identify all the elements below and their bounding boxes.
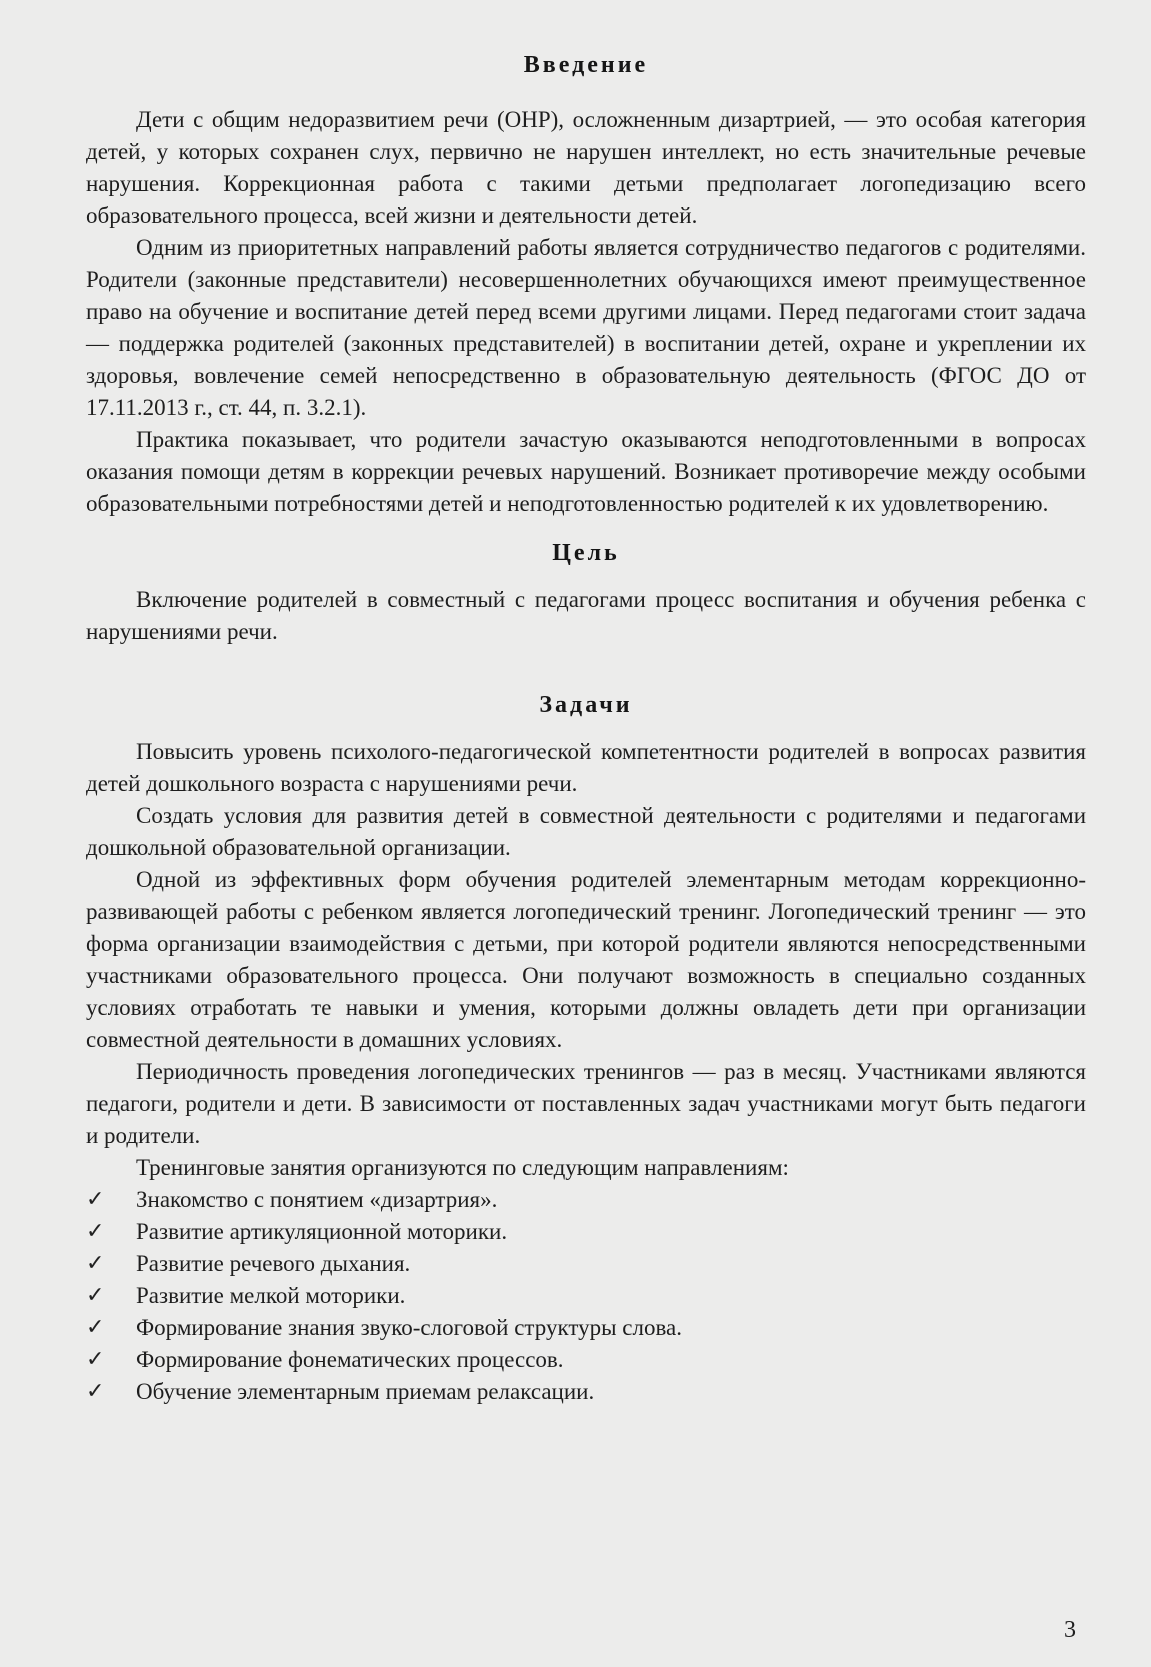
checkmark-icon: ✓ [86, 1283, 105, 1308]
page-number: 3 [1064, 1617, 1076, 1643]
checkmark-icon: ✓ [86, 1315, 105, 1340]
goal-heading: Цель [552, 540, 620, 566]
intro-paragraph: Дети с общим недоразвитием речи (ОНР), осложненным дизартрией, — это особая категория детей, у которых сохранен слух, первично не нарушен интеллект, но есть значительные речевые нарушения. Коррекционная работа с такими детьми предполагает логопедизацию всего образовательного процесса, всей жизни и деятельности детей. [86, 107, 1086, 228]
checkmark-icon: ✓ [86, 1219, 105, 1244]
tasks-paragraph: Повысить уровень психолого-педагогической компетентности родителей в вопросах развития детей дошкольного возраста с нарушениями речи. [86, 739, 1086, 796]
intro-heading: Введение [523, 52, 649, 78]
tasks-paragraph: Тренинговые занятия организуются по следующим направлениям: [136, 1155, 789, 1180]
tasks-heading: Задачи [539, 692, 633, 718]
directions-list [86, 1184, 1086, 1408]
intro-paragraph: Одним из приоритетных направлений работы является сотрудничество педагогов с родителями. Родители (законные представители) несовершеннолетних обучающихся имеют преимущественное право на обучение и воспитание детей перед всеми другими лицами. Перед педагогами стоит задача — поддержка родителей (законных представителей) в воспитании детей, охране и укреплении их здоровья, вовлечение семей непосредственно в образовательную деятельность (ФГОС ДО от 17.11.2013 г., ст. 44, п. 3.2.1). [86, 235, 1086, 420]
direction-label: Развитие мелкой моторики. [136, 1283, 406, 1308]
direction-label: Развитие речевого дыхания. [136, 1251, 411, 1276]
direction-label: Обучение элементарным приемам релаксации. [136, 1379, 595, 1404]
tasks-paragraph: Одной из эффективных форм обучения родителей элементарным методам коррекционно-развивающей работы с ребенком является логопедический тренинг. Логопедический тренинг — это форма организации взаимодействия с детьми, при которой родители являются непосредственными участниками образовательного процесса. Они получают возможность в специально созданных условиях отработать те навыки и умения, которыми должны овладеть дети при организации совместной деятельности в домашних условиях. [86, 867, 1086, 1052]
list-item [86, 1344, 1086, 1376]
list-item [86, 1280, 1086, 1312]
tasks-paragraph: Периодичность проведения логопедических тренингов — раз в месяц. Участниками являются педагоги, родители и дети. В зависимости от поставленных задач участниками могут быть педагоги и родители. [86, 1059, 1086, 1148]
direction-label: Формирование фонематических процессов. [136, 1347, 564, 1372]
list-item [86, 1248, 1086, 1280]
list-item [86, 1376, 1086, 1408]
intro-paragraph: Практика показывает, что родители зачастую оказываются неподготовленными в вопросах оказания помощи детям в коррекции речевых нарушений. Возникает противоречие между особыми образовательными потребностями детей и неподготовленностью родителей к их удовлетворению. [86, 427, 1086, 516]
page-content [86, 48, 1086, 1408]
checkmark-icon: ✓ [86, 1379, 105, 1404]
checkmark-icon: ✓ [86, 1347, 105, 1372]
list-item [86, 1184, 1086, 1216]
direction-label: Формирование знания звуко-слоговой структуры слова. [136, 1315, 682, 1340]
tasks-paragraph: Создать условия для развития детей в совместной деятельности с родителями и педагогами дошкольной образовательной организации. [86, 803, 1086, 860]
direction-label: Знакомство с понятием «дизартрия». [136, 1187, 498, 1212]
goal-paragraph: Включение родителей в совместный с педагогами процесс воспитания и обучения ребенка с нарушениями речи. [86, 587, 1086, 644]
checkmark-icon: ✓ [86, 1187, 105, 1212]
checkmark-icon: ✓ [86, 1251, 105, 1276]
list-item [86, 1312, 1086, 1344]
list-item [86, 1216, 1086, 1248]
direction-label: Развитие артикуляционной моторики. [136, 1219, 508, 1244]
